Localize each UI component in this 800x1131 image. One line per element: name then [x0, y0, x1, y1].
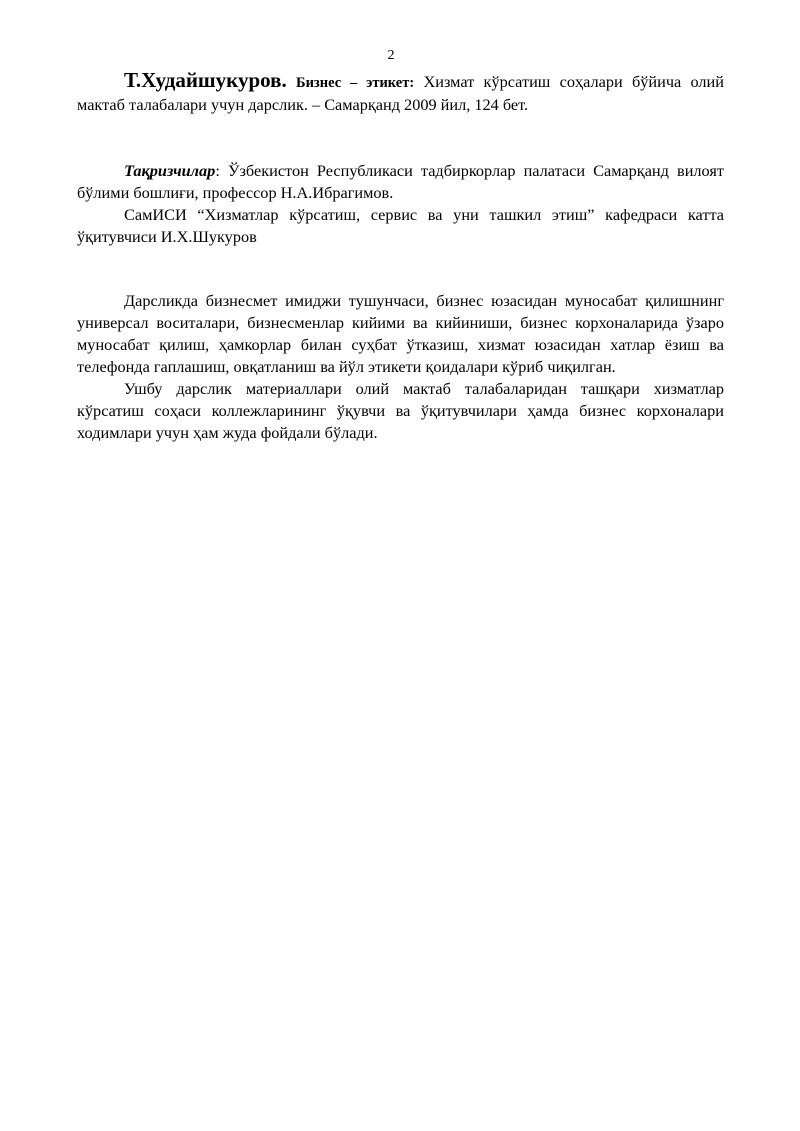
citation-description: Хизмат кўрсатиш соҳалари бўйича олий мактаб талабалари учун дарслик. – Самарқанд 2009 йил, 124 бет.: [77, 72, 724, 114]
reviewer-first-paragraph: [77, 160, 724, 204]
reviewers-label: Тақризчилар: [124, 161, 216, 180]
reviewer-first: Ўзбекистон Республикаси тадбиркорлар палатаси Самарқанд вилоят бўлими бошлиғи, профессор Н.А.Ибрагимов.: [77, 161, 724, 202]
bibliographic-citation: [77, 69, 724, 116]
reviewer-second: СамИСИ “Хизматлар кўрсатиш, сервис ва уни ташкил этиш” кафедраси катта ўқитувчиси И.Х.Шукуров: [77, 205, 724, 246]
page-number: 2: [387, 48, 395, 63]
annotation-paragraph-2: Ушбу дарслик материаллари олий мактаб талабаларидан ташқари хизматлар кўрсатиш соҳаси коллежларининг ўқувчи ва ўқитувчилари ҳамда бизнес корхоналари ходимлари учун ҳам жуда фойдали бўлади.: [77, 379, 724, 442]
book-title: Бизнес – этикет:: [295, 75, 415, 91]
citation-paragraph: [77, 69, 724, 116]
annotation-section: [77, 290, 724, 444]
author-name: Т.Худайшукуров.: [124, 68, 287, 92]
reviewers-section: [77, 160, 724, 248]
reviewers-label-colon: :: [215, 161, 220, 180]
annotation-paragraph-1: Дарсликда бизнесмет имиджи тушунчаси, бизнес юзасидан муносабат қилишнинг универсал воситалари, бизнесменлар кийими ва кийиниши, бизнес корхоналарида ўзаро муносабат қилиш, ҳамкорлар билан суҳбат ўтказиш, хизмат юзасидан хатлар ёзиш ва телефонда гаплашиш, овқатланиш ва йўл этикети қоидалари кўриб чиқилган.: [77, 291, 724, 376]
